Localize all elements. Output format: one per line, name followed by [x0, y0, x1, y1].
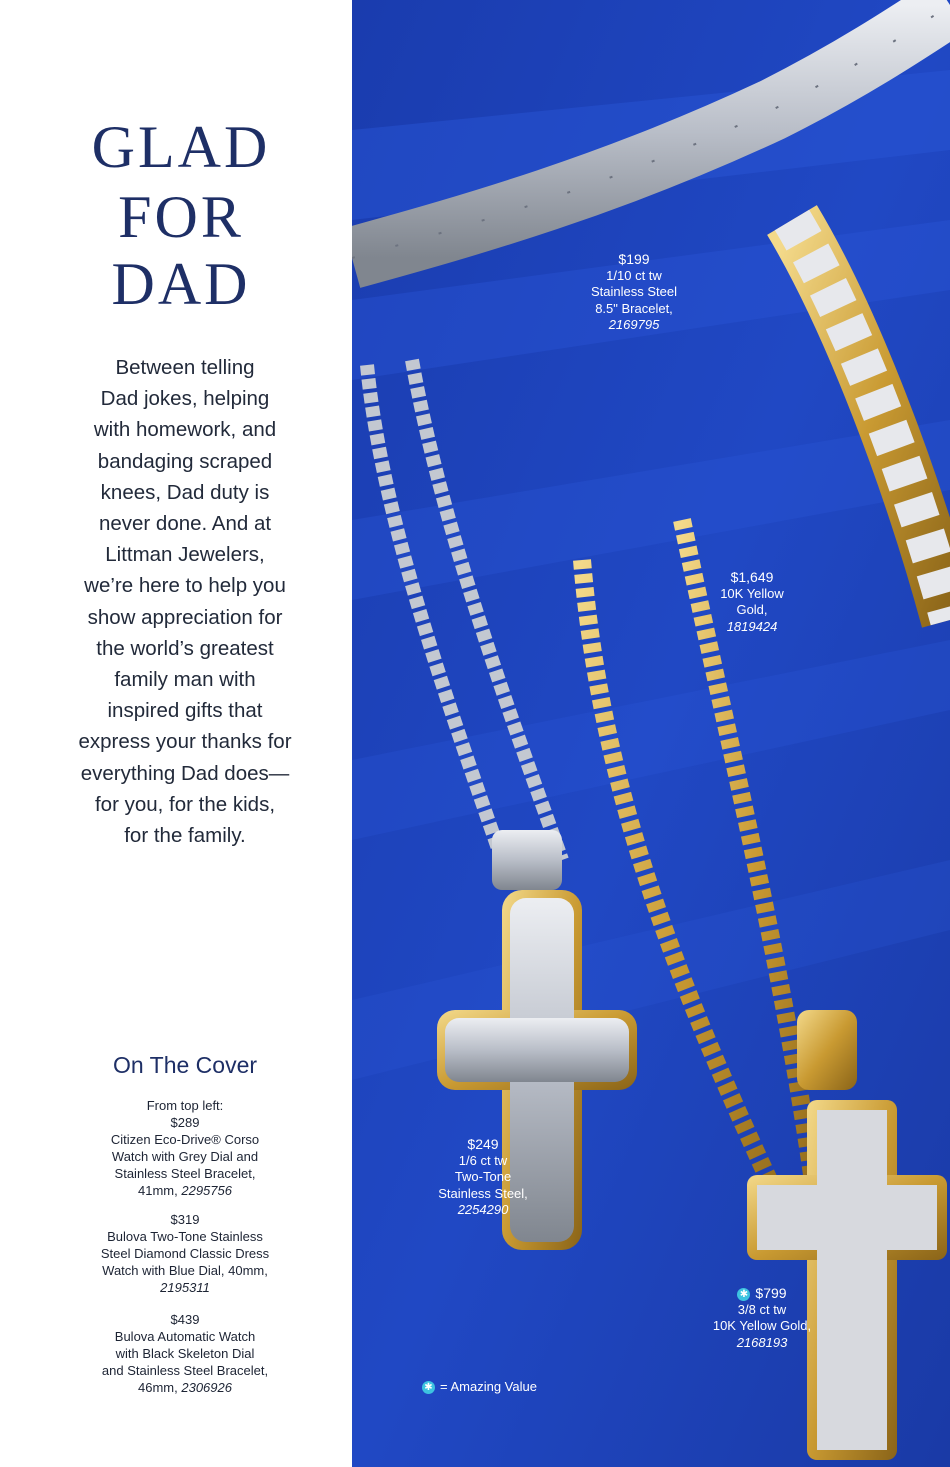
- intro-line: for you, for the kids,: [94, 792, 276, 816]
- intro-line: the world’s greatest: [96, 636, 274, 660]
- on-the-cover-title: On The Cover: [112, 1052, 258, 1078]
- cover-item-price: $439: [170, 1312, 200, 1327]
- cover-item-desc: Bulova Two-Tone Stainless: [107, 1229, 263, 1244]
- intro-line: with homework, and: [93, 418, 277, 442]
- product-sku: 1819424: [726, 618, 778, 634]
- intro-line: Dad jokes, helping: [100, 387, 270, 411]
- cover-item-2: [60, 1211, 310, 1296]
- gold-chain-price-label: [702, 569, 802, 635]
- intro-line: inspired gifts that: [107, 699, 263, 723]
- product-desc: 3/8 ct tw: [737, 1301, 787, 1317]
- product-desc: Gold,: [736, 602, 768, 617]
- product-desc: Two-Tone: [454, 1169, 512, 1184]
- product-price: $249: [467, 1136, 499, 1152]
- headline-line-2: FOR: [118, 184, 244, 250]
- product-desc: Stainless Steel: [591, 284, 677, 299]
- cover-item-1: [60, 1097, 310, 1199]
- intro-line: express your thanks for: [78, 730, 292, 754]
- product-desc: 10K Yellow: [720, 585, 784, 601]
- intro-line: bandaging scraped: [97, 449, 273, 473]
- product-desc: 8.5" Bracelet,: [595, 300, 673, 316]
- cover-item-desc: and Stainless Steel Bracelet,: [101, 1363, 269, 1378]
- intro-line: family man with: [114, 668, 256, 692]
- headline-line-1: GLAD: [91, 114, 271, 180]
- cover-item-price: $319: [170, 1212, 200, 1227]
- cover-item-sku-line: [60, 1279, 310, 1296]
- intro-line: everything Dad does—: [80, 761, 290, 785]
- product-desc: Stainless Steel,: [438, 1185, 528, 1201]
- left-panel: [0, 0, 352, 1467]
- product-sku: 2168193: [736, 1334, 788, 1350]
- headline-line-3: DAD: [111, 251, 251, 317]
- intro-line: we’re here to help you: [84, 574, 286, 598]
- intro-line: Between telling: [115, 356, 255, 379]
- jewelry-photo-illustration: [352, 0, 950, 1467]
- intro-line: knees, Dad duty is: [100, 480, 270, 504]
- two-tone-cross-price-label: [423, 1136, 543, 1219]
- cover-item-sku: 2295756: [181, 1183, 232, 1198]
- intro-line: for the family.: [124, 824, 246, 848]
- cover-item-desc: Citizen Eco-Drive® Corso: [110, 1132, 260, 1147]
- gold-cross-price-label: [692, 1285, 832, 1351]
- cover-item-size: 46mm,: [138, 1380, 182, 1395]
- cover-item-sku: 2195311: [160, 1280, 210, 1295]
- cover-item-desc: Watch with Grey Dial and: [111, 1149, 259, 1164]
- snowflake-star-icon: ✱: [737, 1288, 750, 1301]
- cover-item-price: $289: [170, 1115, 200, 1130]
- cover-item-sku: 2306926: [181, 1380, 232, 1395]
- product-sku: 2254290: [457, 1202, 509, 1217]
- product-photo: [352, 0, 950, 1467]
- bracelet-price-label: [564, 251, 704, 334]
- legend-text: = Amazing Value: [440, 1379, 537, 1394]
- product-desc: 1/10 ct tw: [606, 267, 662, 283]
- cover-item-3: [60, 1311, 310, 1396]
- cover-item-desc: Steel Diamond Classic Dress: [100, 1246, 270, 1261]
- product-price: $799: [755, 1285, 787, 1301]
- cover-item-desc: Stainless Steel Bracelet,: [114, 1166, 256, 1181]
- intro-line: never done. And at: [98, 512, 272, 536]
- product-price-line: [692, 1285, 832, 1302]
- cover-item-size: 41mm,: [138, 1183, 182, 1198]
- amazing-value-legend: [422, 1379, 537, 1394]
- product-desc: 1/6 ct tw: [458, 1152, 508, 1168]
- product-price: $1,649: [730, 569, 774, 585]
- cover-item-desc: Watch with Blue Dial, 40mm,: [102, 1263, 268, 1278]
- cover-item-desc: Bulova Automatic Watch: [114, 1329, 256, 1344]
- product-sku: 2169795: [608, 317, 660, 332]
- cover-from-label: From top left:: [146, 1098, 224, 1113]
- cover-item-desc: with Black Skeleton Dial: [115, 1346, 255, 1361]
- product-price: $199: [618, 251, 650, 267]
- snowflake-star-icon: ✱: [422, 1381, 435, 1394]
- intro-line: show appreciation for: [87, 605, 283, 629]
- product-desc: 10K Yellow Gold,: [712, 1318, 812, 1333]
- intro-line: Littman Jewelers,: [105, 543, 265, 567]
- intro-paragraph: [60, 352, 310, 851]
- cover-item-sku-line: [60, 1182, 310, 1199]
- cover-item-sku-line: [60, 1379, 310, 1396]
